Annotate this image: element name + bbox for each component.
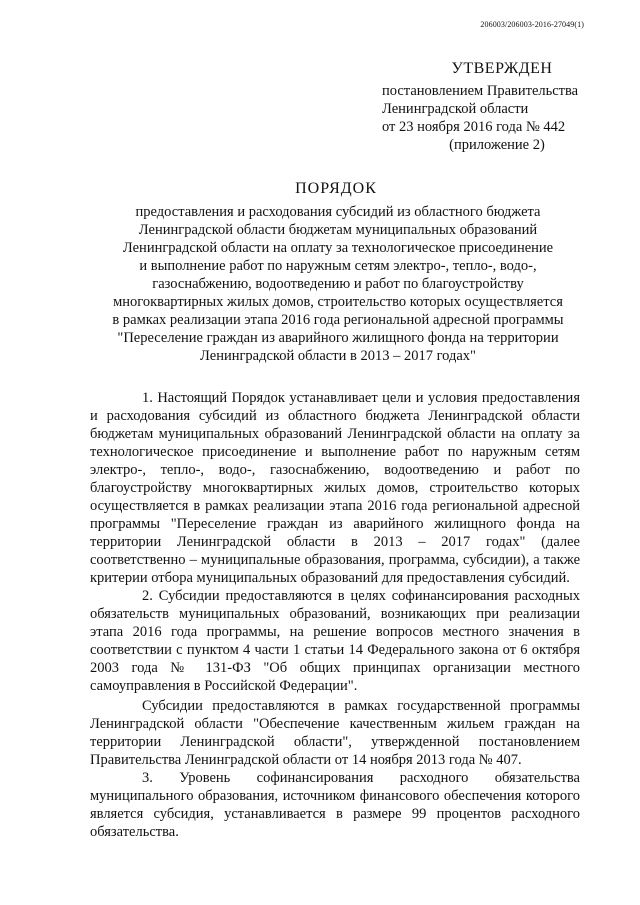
subtitle-line: Ленинградской области бюджетам муниципальных образований xyxy=(138,222,538,238)
approval-block xyxy=(382,60,602,154)
subtitle-line: многоквартирных жилых домов, строительство которых осуществляется xyxy=(113,294,563,310)
paragraph-2-continuation: Субсидии предоставляются в рамках государственной программы Ленинградской области "Обеспечение качественным жильем граждан на территории Ленинградской области", утвержденной постановлением Правительства Ленинградской области от 14 ноября 2013 года № 407. xyxy=(90,698,580,768)
subtitle-line: предоставления и расходования субсидий из областного бюджета xyxy=(135,204,541,220)
approval-line: Ленинградской области xyxy=(382,101,529,117)
approval-heading: УТВЕРЖДЕН xyxy=(451,60,553,77)
subtitle-line: Ленинградской области на оплату за технологическое присоединение xyxy=(122,240,554,256)
subtitle-line: Ленинградской области в 2013 – 2017 годах" xyxy=(200,348,476,364)
subtitle-line: газоснабжению, водоотведению и работ по благоустройству xyxy=(152,276,524,292)
paragraph-3: 3. Уровень софинансирования расходного обязательства муниципального образования, источником финансового обеспечения которого является субсидия, устанавливается в размере 99 процентов расходного обязательства. xyxy=(90,770,580,840)
subtitle-line: и выполнение работ по наружным сетям электро-, тепло-, водо-, xyxy=(139,258,537,274)
document-id: 206003/206003-2016-27049(1) xyxy=(480,20,584,29)
paragraph-1: 1. Настоящий Порядок устанавливает цели и условия предоставления и расходования субсидий из областного бюджета Ленинградской области бюджетам муниципальных образований Ленинградской области на оплату за технологическое присоединение и выполнение работ по наружным сетям электро-, тепло-, водо-, газоснабжению, водоотведению и работ по благоустройству многоквартирных жилых домов, строительство которых осуществляется в рамках реализации этапа 2016 года региональной адресной программы "Переселение граждан из аварийного жилищного фонда на территории Ленинградской области в 2013 – 2017 годах" (далее соответственно – муниципальные образования, программа, субсидии), а также критерии отбора муниципальных образований для предоставления субсидий. xyxy=(90,390,580,586)
document-title: ПОРЯДОК xyxy=(295,180,377,197)
approval-appendix: (приложение 2) xyxy=(449,137,545,153)
subtitle-line: в рамках реализации этапа 2016 года региональной адресной программы xyxy=(112,312,564,328)
subtitle-line: "Переселение граждан из аварийного жилищного фонда на территории xyxy=(117,330,559,346)
document-body xyxy=(90,389,580,841)
approval-line: постановлением Правительства xyxy=(382,83,579,99)
paragraph-2: 2. Субсидии предоставляются в целях софинансирования расходных обязательств муниципальных образований, возникающих при реализации этапа 2016 года программы, на решение вопросов местного значения в соответствии с пунктом 4 части 1 статьи 14 Федерального закона от 6 октября 2003 года № 131-ФЗ "Об общих принципах организации местного самоуправления в Российской Федерации". xyxy=(90,588,580,694)
approval-line: от 23 ноября 2016 года № 442 xyxy=(382,119,566,135)
document-subtitle xyxy=(100,203,576,365)
